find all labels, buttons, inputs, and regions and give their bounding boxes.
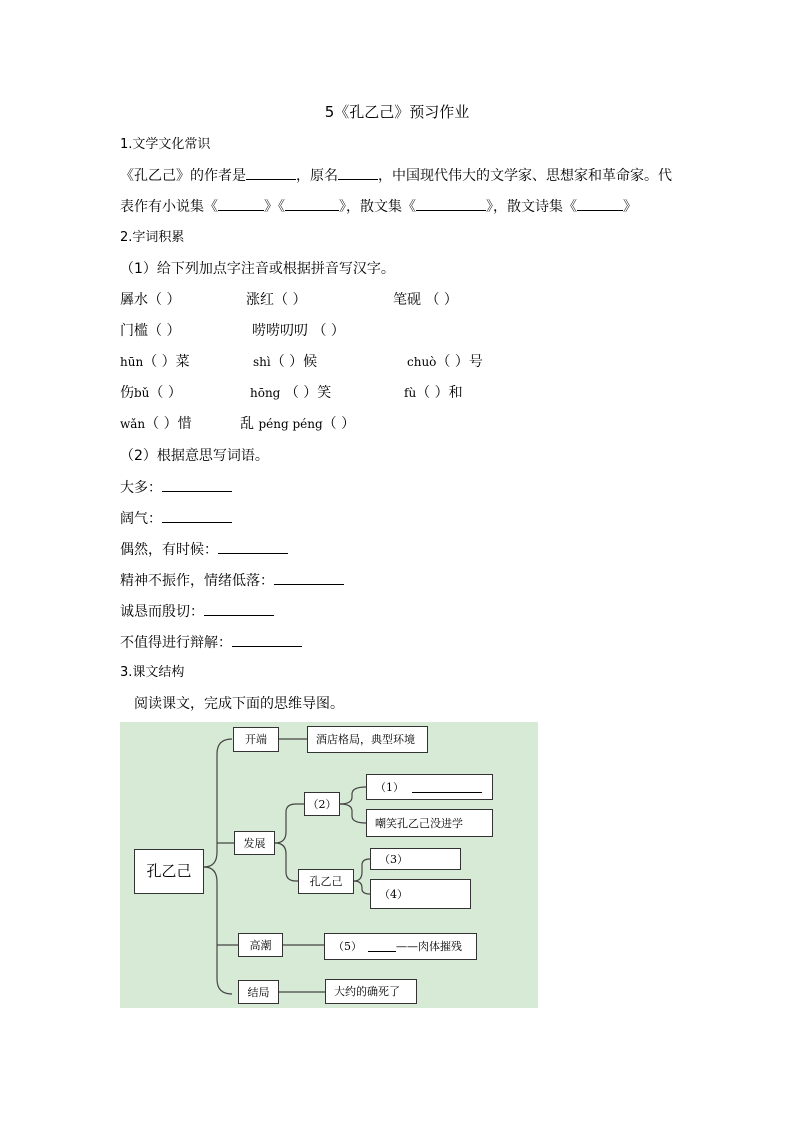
word-item: [120, 353, 190, 371]
text: 大多：: [120, 480, 162, 496]
brace-line: [340, 787, 366, 804]
section-3-heading: 3.课文结构: [120, 665, 185, 680]
text: 》: [623, 199, 637, 215]
node-q2[interactable]: （2）: [304, 792, 340, 816]
answer-blank[interactable]: [204, 602, 274, 616]
word-item: [120, 384, 182, 402]
text: （ ）: [149, 385, 182, 401]
definition-item: [120, 571, 344, 590]
node-kong: 孔乙己: [298, 869, 354, 894]
mind-map: [120, 722, 538, 1008]
node-climax: 高潮: [238, 933, 283, 957]
text: ，原名: [296, 168, 338, 184]
answer-blank[interactable]: [368, 941, 396, 952]
definition-item: [120, 540, 288, 559]
answer-blank[interactable]: [274, 571, 344, 585]
text: 不值得进行辩解：: [120, 635, 232, 651]
brace-line: [204, 867, 232, 994]
blank-author[interactable]: [246, 166, 296, 180]
brace-line: [275, 804, 304, 843]
text: 》，散文诗集《: [486, 199, 577, 215]
word-item: [253, 353, 317, 371]
section-3-instruction: 阅读课文，完成下面的思维导图。: [134, 696, 344, 712]
definition-item: [120, 509, 232, 528]
text: （1）: [375, 780, 404, 794]
text: ，中国现代伟大的文学家、思想家和革命家。代: [378, 168, 672, 184]
node-q3[interactable]: （3）: [370, 848, 461, 870]
answer-blank[interactable]: [162, 478, 232, 492]
section-1-line-1: [120, 166, 672, 185]
node-ending: 结局: [238, 980, 279, 1004]
page-title: 5《孔乙己》预习作业: [324, 103, 470, 121]
section-2-sub-2: （2）根据意思写词语。: [120, 448, 269, 464]
answer-blank[interactable]: [218, 540, 288, 554]
section-1-line-2: [120, 197, 637, 216]
node-develop: 发展: [234, 831, 275, 855]
text: 乱: [240, 416, 259, 432]
node-mock: 嘲笑孔乙己没进学: [366, 809, 493, 837]
blank-prose-poem[interactable]: [577, 197, 623, 211]
text: 》，散文集《: [339, 199, 416, 215]
pinyin: bǔ: [134, 386, 150, 400]
text: （ ）号: [436, 354, 483, 370]
blank-novel-2[interactable]: [285, 197, 339, 211]
blank-real-name[interactable]: [338, 166, 378, 180]
pinyin: hōng: [250, 386, 281, 400]
text: 偶然，有时候：: [120, 542, 218, 558]
brace-line: [340, 804, 366, 823]
pinyin: shì: [253, 355, 271, 369]
text: 精神不振作，情绪低落：: [120, 573, 274, 589]
answer-blank[interactable]: [232, 633, 302, 647]
node-start: 开端: [233, 727, 279, 752]
word-item: [120, 415, 192, 433]
pinyin: chuò: [407, 355, 437, 369]
definition-item: [120, 602, 274, 621]
word-item: 唠唠叨叨 （ ）: [252, 323, 345, 339]
brace-line: [275, 843, 298, 881]
blank-novel-1[interactable]: [218, 197, 264, 211]
text: 》《: [264, 199, 285, 215]
node-q5[interactable]: [324, 933, 477, 960]
definition-item: [120, 633, 302, 652]
answer-blank[interactable]: [162, 509, 232, 523]
text: （ ）菜: [143, 354, 190, 370]
pinyin: fù: [404, 386, 417, 400]
text: ——肉体摧残: [396, 940, 462, 953]
text: （ ）和: [416, 385, 463, 401]
answer-blank[interactable]: [412, 782, 482, 793]
word-item: 门槛（ ）: [120, 323, 181, 339]
node-start-detail: 酒店格局，典型环境: [307, 726, 428, 753]
word-item: 羼水（ ）: [120, 292, 181, 308]
text: 阔气：: [120, 511, 162, 527]
pinyin: péng péng: [258, 417, 323, 431]
text: （ ）惜: [145, 416, 192, 432]
text: （ ）: [322, 416, 356, 432]
pinyin: wǎn: [120, 417, 146, 431]
word-item: [240, 415, 355, 433]
text: 诚恳而殷切：: [120, 604, 204, 620]
word-item: 笔砚 （ ）: [393, 292, 458, 308]
blank-essay[interactable]: [416, 197, 486, 211]
text: （ ）候: [270, 354, 318, 370]
node-q1[interactable]: [366, 774, 493, 800]
brace-line: [354, 881, 370, 894]
pinyin: hūn: [120, 355, 144, 369]
text: 伤: [120, 385, 134, 401]
root-node: 孔乙己: [134, 849, 204, 894]
brace-line: [204, 739, 232, 867]
word-item: [250, 384, 331, 402]
word-item: [404, 384, 463, 402]
text: （ ）笑: [280, 385, 332, 401]
section-2-sub-1: （1）给下列加点字注音或根据拼音写汉字。: [120, 261, 395, 277]
section-1-heading: 1.文学文化常识: [120, 137, 211, 152]
definition-item: [120, 478, 232, 497]
text: （5）: [333, 940, 362, 953]
word-item: [407, 353, 483, 371]
text: 表作有小说集《: [120, 199, 218, 215]
text: 《孔乙己》的作者是: [120, 168, 246, 184]
node-ending-detail: 大约的确死了: [325, 979, 417, 1004]
node-q4[interactable]: （4）: [370, 879, 471, 909]
brace-line: [354, 859, 370, 881]
word-item: 涨红（ ）: [246, 292, 307, 308]
section-2-heading: 2.字词积累: [120, 230, 185, 245]
